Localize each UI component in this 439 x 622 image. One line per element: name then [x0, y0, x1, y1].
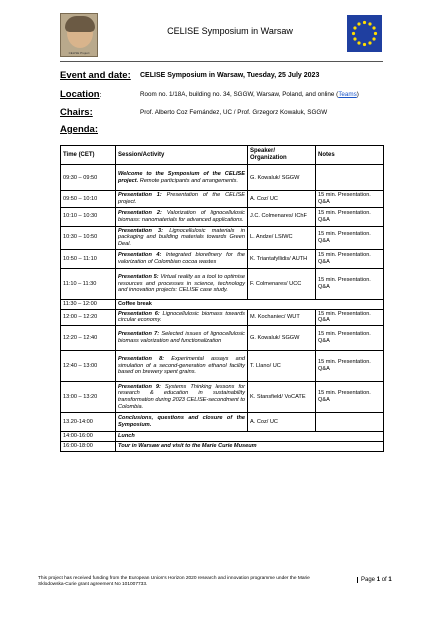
eu-star-icon: [352, 32, 355, 35]
session-title: Presentation 9:: [118, 383, 161, 390]
session-description: Experimental assays and simulation of a second-generation ethanol facility based on brewery spent grains.: [118, 355, 245, 376]
funding-statement: This project has received funding from the European Union's Horizon 2020 research and innovation programme under the Marie Sklodowska-Curie grant agreement No 101007733.: [38, 576, 310, 587]
page-total: 1: [388, 577, 392, 583]
row-speaker: M. Kochaniec/ WUT: [248, 309, 316, 325]
col-header-session: Session/Activity: [116, 146, 248, 165]
location-value: [140, 91, 359, 98]
row-notes: 15 min. Presentation. Q&A: [316, 268, 384, 299]
row-notes: 15 min. Presentation. Q&A: [316, 226, 384, 249]
session-description: Presentation of the CELISE project.: [118, 192, 245, 206]
row-speaker: A. Coz/ UC: [248, 413, 316, 432]
location-label: Location: [60, 89, 100, 100]
agenda-table: [60, 145, 384, 452]
row-notes: 15 min. Presentation. Q&A: [316, 382, 384, 413]
session-description: Valorization of lignocellulosic biomass: nanomaterials for advanced applications.: [118, 210, 245, 223]
col-header-notes: Notes: [316, 146, 384, 165]
event-line: [60, 70, 320, 81]
row-speaker: F. Colmenares/ UCC: [248, 268, 316, 299]
session-title: Presentation 6:: [118, 310, 160, 317]
row-session: Tour in Warsaw and visit to the Marie Curie Museum: [116, 441, 384, 451]
agenda-row: [61, 207, 384, 226]
session-title: Presentation 7:: [118, 331, 160, 338]
page-current: 1: [376, 577, 381, 583]
row-session: [116, 309, 248, 325]
row-session: [116, 326, 248, 351]
eu-star-icon: [353, 26, 356, 29]
agenda-row: [61, 249, 384, 268]
agenda-row: [61, 165, 384, 191]
chairs-value: Prof. Alberto Coz Fernández, UC / Prof. Grzegorz Kowaluk, SGGW: [140, 109, 328, 116]
row-session: Coffee break: [116, 299, 384, 309]
eu-star-icon: [357, 22, 360, 25]
col-header-time: Time (CET): [61, 146, 116, 165]
row-session: [116, 249, 248, 268]
row-time: 11:30 – 12:00: [61, 299, 116, 309]
col-header-speaker: Speaker/ Organization: [248, 146, 316, 165]
row-session: [116, 413, 248, 432]
eu-star-icon: [363, 21, 366, 24]
agenda-row: [61, 382, 384, 413]
agenda-label: Agenda:: [60, 124, 98, 135]
logo-caption: CELISE Project: [68, 51, 90, 55]
header-divider: [60, 61, 383, 62]
session-title: Presentation 2:: [118, 210, 162, 217]
eu-flag-icon: [347, 15, 382, 52]
session-description: Selected issues of lignocellulosic biomass valorization and functionalization: [118, 331, 245, 344]
eu-star-icon: [368, 22, 371, 25]
agenda-row: [61, 299, 384, 309]
row-notes: 15 min. Presentation. Q&A: [316, 309, 384, 325]
row-session: [116, 226, 248, 249]
header-title: CELISE Symposium in Warsaw: [167, 26, 293, 36]
row-session: [116, 351, 248, 382]
row-time: 13.20-14:00: [61, 413, 116, 432]
session-title: Presentation 8:: [118, 355, 165, 362]
row-session: [116, 191, 248, 207]
agenda-row: [61, 309, 384, 325]
row-speaker: K. Triantafyllidis/ AUTH: [248, 249, 316, 268]
agenda-row: [61, 432, 384, 442]
row-time: 10:50 – 11:10: [61, 249, 116, 268]
teams-link[interactable]: Teams: [338, 91, 357, 98]
row-time: 12:40 – 13:00: [61, 351, 116, 382]
row-speaker: G. Kowaluk/ SGGW: [248, 165, 316, 191]
page-prefix: Page: [361, 577, 377, 583]
eu-star-icon: [372, 26, 375, 29]
row-session: [116, 382, 248, 413]
session-description: Lignocellulosic biomass towards circular economy.: [118, 310, 245, 324]
session-description: Virtual reality as a tool to optimise resources and processes in science, technology and innovation projects: CELISE case study.: [118, 273, 245, 294]
session-title: Presentation 1:: [118, 192, 162, 199]
row-notes: 15 min. Presentation. Q&A: [316, 326, 384, 351]
location-suffix: ): [356, 91, 359, 98]
agenda-row: [61, 351, 384, 382]
row-time: 13:00 – 13:20: [61, 382, 116, 413]
eu-star-icon: [374, 32, 377, 35]
row-speaker: T. Llano/ UC: [248, 351, 316, 382]
row-speaker: J.C. Colmenares/ IChF: [248, 207, 316, 226]
row-time: 10:10 – 10:30: [61, 207, 116, 226]
eu-star-icon: [363, 43, 366, 46]
row-time: 10:30 – 10:50: [61, 226, 116, 249]
row-time: 16:00-18:00: [61, 441, 116, 451]
session-title: Conclusions, questions and closure of the Symposium.: [118, 415, 245, 428]
row-speaker: L. Andze/ LSIWC: [248, 226, 316, 249]
event-label: Event and date:: [60, 70, 131, 81]
eu-star-icon: [368, 41, 371, 44]
session-description: Systems Thinking lessons for research & education in sustainability transformation during 2023 CELISE-secondment to Colombia.: [118, 383, 245, 410]
row-notes: 15 min. Presentation. Q&A: [316, 351, 384, 382]
session-description: Integrated biorefinery for the valorization of Colombian cocoa wastes: [118, 252, 245, 265]
agenda-heading: [60, 124, 98, 135]
chairs-label: Chairs:: [60, 107, 93, 118]
session-title: Presentation 3:: [118, 227, 164, 234]
row-time: 09:50 – 10:10: [61, 191, 116, 207]
session-title: Welcome to the Symposium of the CELISE project.: [118, 171, 245, 184]
row-time: 12:00 – 12:20: [61, 309, 116, 325]
row-session: [116, 207, 248, 226]
session-description: Remote participants and arrangements.: [138, 177, 239, 184]
row-time: 11:10 – 11:30: [61, 268, 116, 299]
row-notes: [316, 413, 384, 432]
row-speaker: A. Coz/ UC: [248, 191, 316, 207]
page-mid: of: [380, 577, 389, 583]
row-session: [116, 268, 248, 299]
agenda-row: [61, 268, 384, 299]
row-speaker: K. Stansfield/ VoCATE: [248, 382, 316, 413]
row-speaker: G. Kowaluk/ SGGW: [248, 326, 316, 351]
agenda-row: [61, 413, 384, 432]
portrait-hair: [65, 16, 95, 32]
eu-star-icon: [353, 37, 356, 40]
session-description: Lignocellulosic materials in packaging and building materials towards Green Deal.: [118, 227, 245, 248]
eu-star-icon: [372, 37, 375, 40]
agenda-row: [61, 441, 384, 451]
event-value: CELISE Symposium in Warsaw, Tuesday, 25 July 2023: [140, 72, 320, 79]
row-session: [116, 165, 248, 191]
session-title: Presentation 5:: [118, 273, 159, 280]
agenda-row: [61, 226, 384, 249]
page-number: [357, 577, 392, 583]
agenda-header-row: [61, 146, 384, 165]
row-time: 09:30 – 09:50: [61, 165, 116, 191]
eu-star-icon: [357, 41, 360, 44]
location-text: Room no. 1/18A, building no. 34, SGGW, Warsaw, Poland, and online (: [140, 91, 339, 98]
row-time: 12:20 – 12:40: [61, 326, 116, 351]
row-notes: 15 min. Presentation. Q&A: [316, 207, 384, 226]
row-session: Lunch: [116, 432, 384, 442]
agenda-row: [61, 326, 384, 351]
agenda-row: [61, 191, 384, 207]
session-title: Presentation 4:: [118, 252, 162, 259]
celise-project-logo: [60, 13, 98, 57]
row-notes: [316, 165, 384, 191]
chairs-line: [60, 107, 328, 118]
location-line: Location: Room no. 1/18A, building no. 34, SGGW, Warsaw, Poland, and online (Teams): [60, 89, 359, 100]
row-time: 14:00-16:00: [61, 432, 116, 442]
row-notes: 15 min. Presentation. Q&A: [316, 191, 384, 207]
row-notes: 15 min. Presentation. Q&A: [316, 249, 384, 268]
